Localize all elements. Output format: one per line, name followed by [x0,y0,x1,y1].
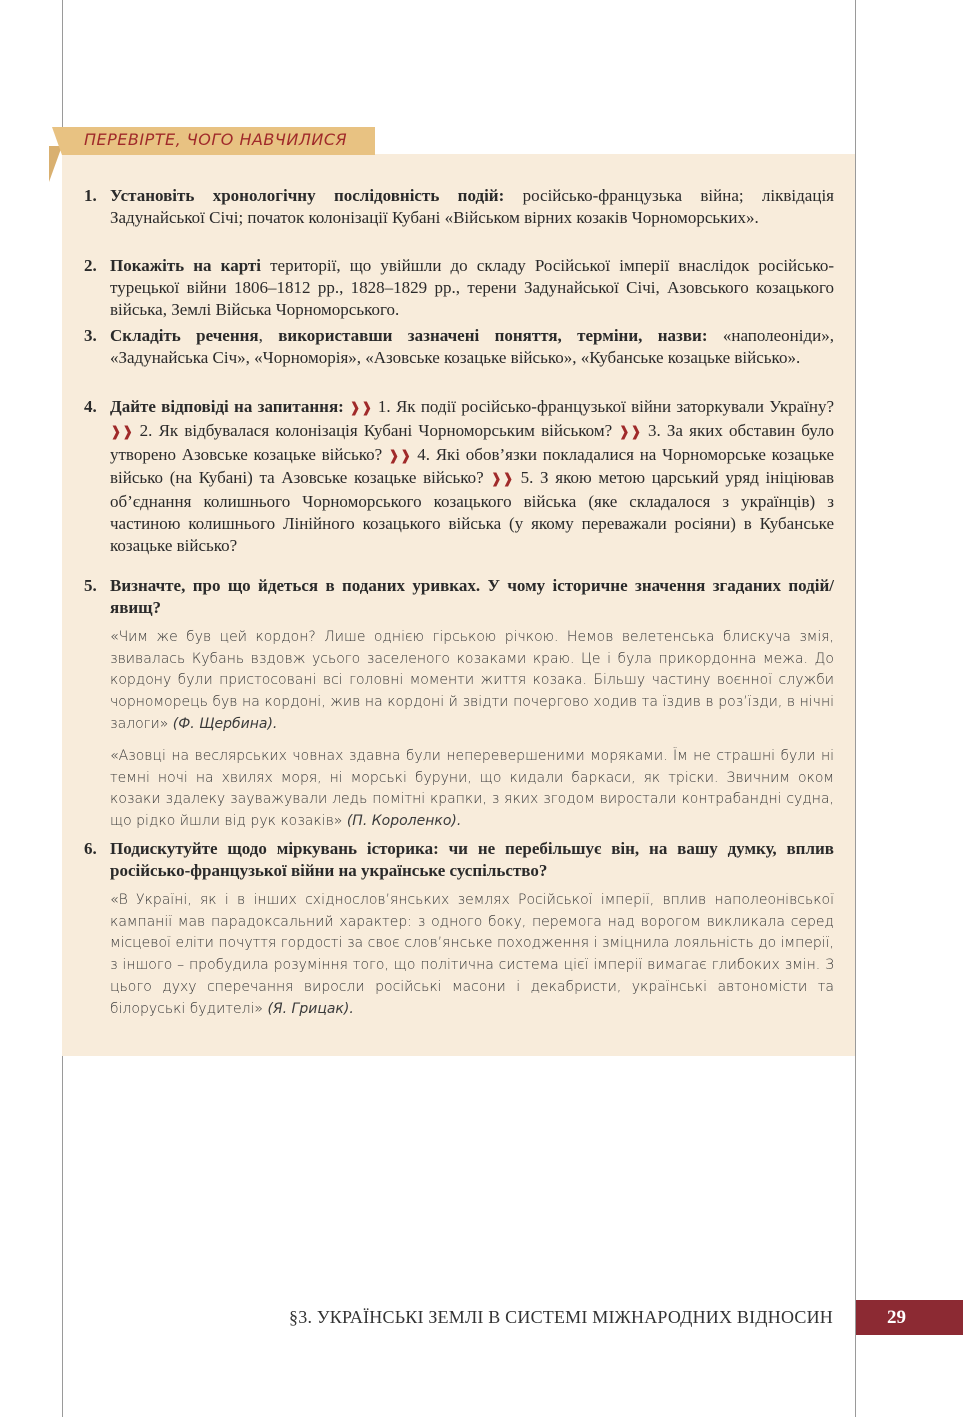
double-chevron-icon: ❱❱ [618,423,642,440]
question-text: «наполеоніди», «Задунайська Січ», «Чорноморія», «Азовське козацьке військо», «Кубанське козацьке військо». [110,326,835,367]
question-text: російсько-французька війна; ліквідація Задунайської Січі; початок колонізації Кубані «Військом вірних козаків Чорноморських». [110,186,834,227]
quote-author: (Я. Грицак). [263,1000,354,1017]
section-tab-label: ПЕРЕВІРТЕ, ЧОГО НАВЧИЛИСЯ [84,130,348,149]
quote-author: (Ф. Щербина). [168,715,278,732]
question-number: 2. [84,256,97,275]
sub-question-3: 3. За яких обставин було утворено Азовське козацьке військо? [110,420,835,464]
sub-question-1: 1. Як події російсько-французької війни заторкували Україну? [377,397,835,416]
question-instruction: Покажіть на карті [110,256,262,275]
quote-hrytsak [110,890,834,1020]
question-instruction: Подискутуйте щодо міркувань історика: чи не перебільшує він, на вашу думку, вплив російсько-французької війни на українське суспільство? [110,839,834,880]
question-number: 1. [84,186,97,205]
question-6 [84,838,834,882]
sub-question-2: 2. Як відбувалася колонізація Кубані Чорноморським військом? [139,420,613,440]
quote-text: «Азовці на веслярських човнах здавна були неперевершеними моряками. Їм не страшні були ні темні ночі на хвилях моря, ні морські буруни, що кидали баркаси, як тріски. Звичним оком козаки здалеку зауважували ледь помітні крапки, з яких згодом виростали контрабандні судна, що рідко йшли від рук козаків» [110,748,834,830]
quote-author: (П. Короленко). [342,813,462,830]
quote-korolenko [110,746,834,833]
double-chevron-icon: ❱❱ [490,471,514,488]
question-5 [84,575,834,619]
double-chevron-icon: ❱❱ [349,400,373,416]
quote-text: «В Україні, як і в інших східнослов’янських землях Російської імперії, вплив наполеонівської кампанії мав парадоксальний характер: з одного боку, перемога над ворогом викликала серед місцевої еліти почуття гордості за своє слов’янське походження і зміцнила лояльність до імперії, з іншого – пробудила розуміння того, що політична система цієї імперії вимагає глибоких змін. З цього духу сперечання виросли російські масони і декабристи, українські автономісти та білоруські будителі» [110,892,834,1017]
sub-question-4: 4. Які обов’язки покладалися на Чорноморське козацьке військо (на Кубані) та Азовське козацьке військо? [110,444,835,488]
section-title: §3. УКРАЇНСЬКІ ЗЕМЛІ В СИСТЕМІ МІЖНАРОДНИХ ВІДНОСИН [289,1307,833,1327]
question-4 [84,396,834,557]
question-instruction: Складіть речення [110,326,259,345]
tab-fold [52,127,62,155]
question-instruction: Установіть хронологічну послідовність подій: [110,186,505,205]
double-chevron-icon: ❱❱ [110,423,134,440]
question-3 [84,325,834,369]
question-text: території, що увійшли до складу Російської імперії внаслідок російсько-турецької війни 1806–1812 рр., 1828–1829 рр., терени Задунайської Січі, Азовського козацького війська, Землі Війська Чорноморського. [110,256,834,319]
question-instruction: Визначте, про що йдеться в поданих уривках. У чому історичне значення згаданих подій/явищ? [110,576,834,617]
question-2 [84,255,834,320]
question-number: 6. [84,839,97,858]
quote-shcherbyna [110,627,834,736]
page-number: 29 [856,1300,963,1335]
question-number: 3. [84,326,97,345]
right-margin-line [855,0,856,1417]
separator: , [258,326,279,345]
quote-text: «Чим же був цей кордон? Лише однією гірською річкою. Немов велетенська блискуча змія, звивалась Кубань вздовж усього заселеного козаками краю. Це і була прикордонна межа. До кордону були пристосовані всі головні моменти життя козака. Більшу частину воєнної служби чорноморець був на кордоні, жив на кордоні й звідти почергово ходив та їздив в роз’їзди, в нічні залоги» [110,629,834,732]
question-instruction: Дайте відповіді на запитання: [110,397,344,416]
sub-question-5: 5. З якою метою царський уряд ініціював об’єднання колишнього Чорноморського козацького війська (яке складалося з українців) з частиною колишнього Лінійного козацького війська (у якому переважали росіяни) в Кубанське козацьке військо? [110,468,834,555]
question-number: 5. [84,576,97,595]
double-chevron-icon: ❱❱ [387,447,412,464]
question-number: 4. [84,397,97,416]
question-instruction-2: використавши зазначені поняття, терміни, назви: [278,326,708,345]
question-1 [84,185,834,229]
